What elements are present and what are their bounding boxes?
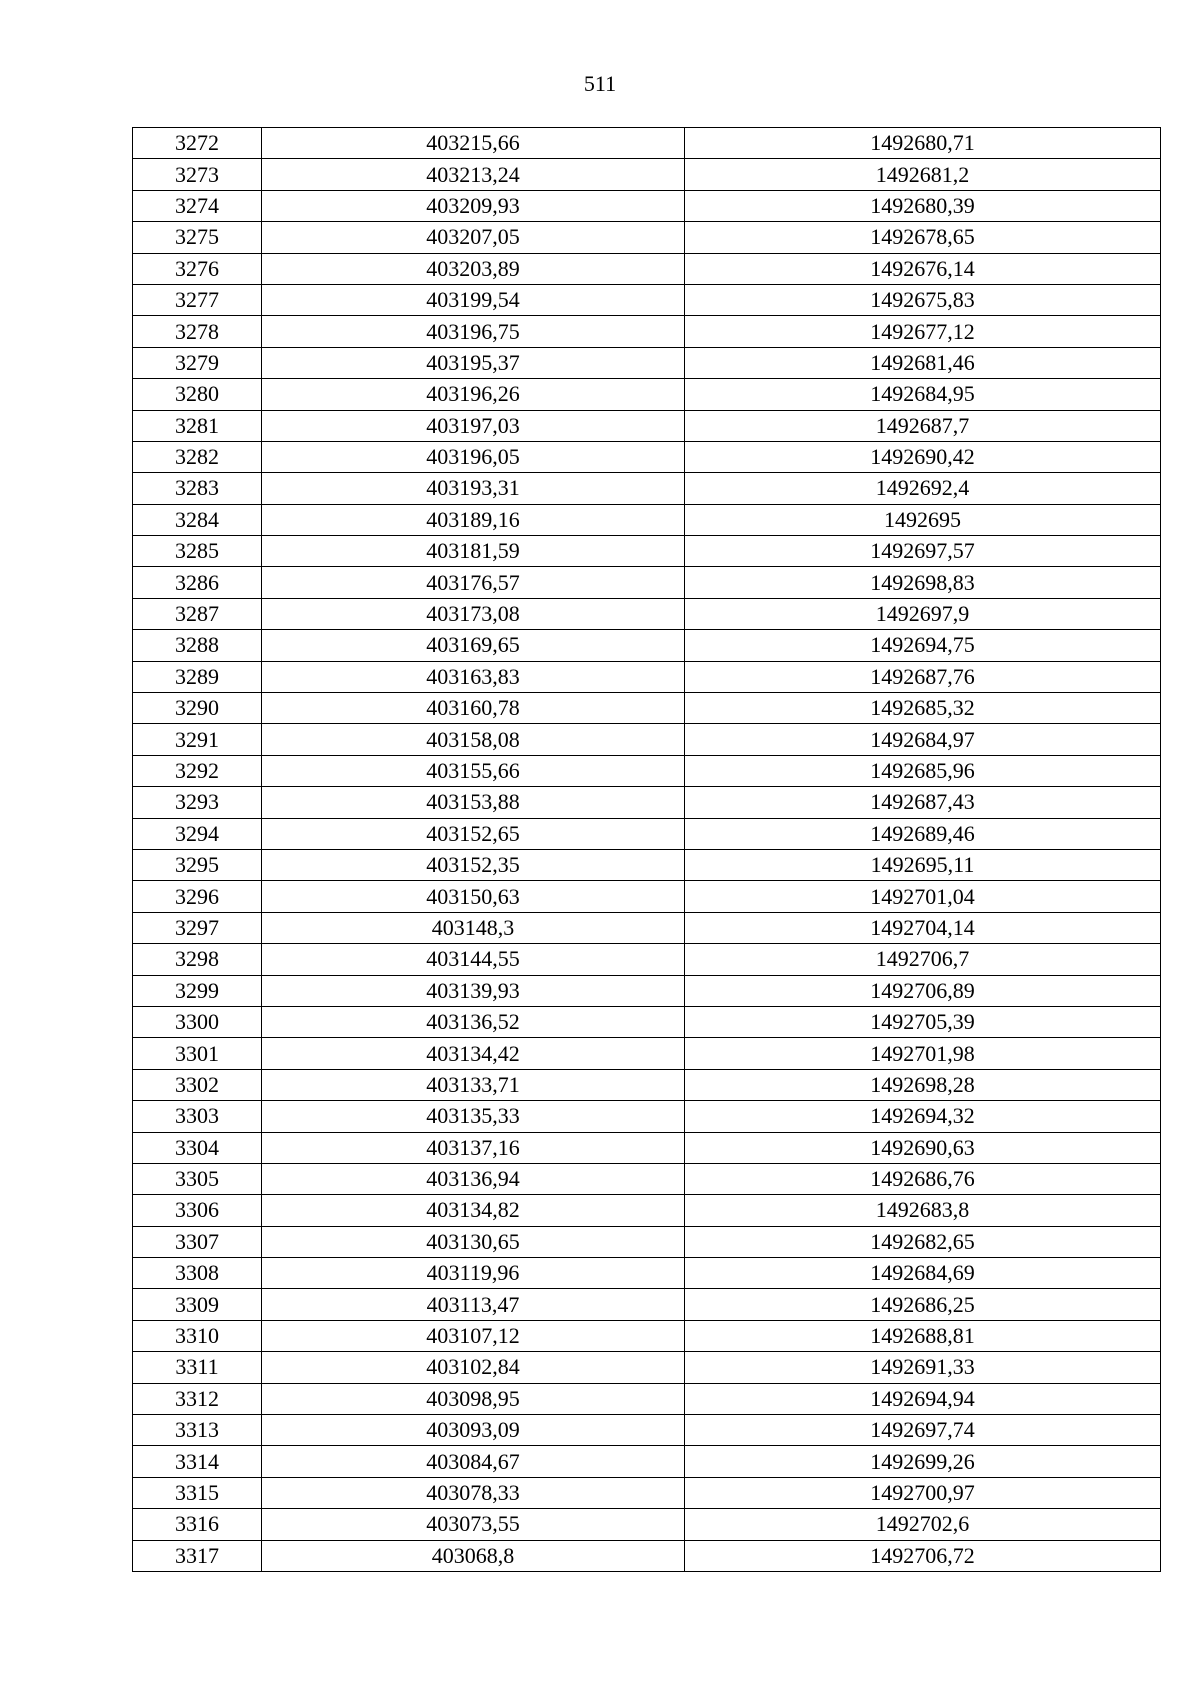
table-row	[133, 724, 1161, 755]
y-coordinate-cell: 1492689,46	[685, 818, 1161, 849]
x-coordinate-cell: 403113,47	[262, 1289, 685, 1320]
x-coordinate-cell: 403134,42	[262, 1038, 685, 1069]
y-coordinate-cell: 1492706,89	[685, 975, 1161, 1006]
x-coordinate-cell: 403155,66	[262, 755, 685, 786]
y-coordinate-cell: 1492697,9	[685, 598, 1161, 629]
table-row	[133, 473, 1161, 504]
y-coordinate-cell: 1492695	[685, 504, 1161, 535]
table-row	[133, 1163, 1161, 1194]
point-number-cell: 3284	[133, 504, 262, 535]
point-number-cell: 3298	[133, 944, 262, 975]
y-coordinate-cell: 1492698,83	[685, 567, 1161, 598]
x-coordinate-cell: 403068,8	[262, 1540, 685, 1571]
point-number-cell: 3316	[133, 1509, 262, 1540]
point-number-cell: 3314	[133, 1446, 262, 1477]
y-coordinate-cell: 1492690,42	[685, 441, 1161, 472]
table-row	[133, 598, 1161, 629]
point-number-cell: 3302	[133, 1069, 262, 1100]
x-coordinate-cell: 403148,3	[262, 912, 685, 943]
x-coordinate-cell: 403197,03	[262, 410, 685, 441]
x-coordinate-cell: 403135,33	[262, 1101, 685, 1132]
x-coordinate-cell: 403181,59	[262, 536, 685, 567]
y-coordinate-cell: 1492704,14	[685, 912, 1161, 943]
table-row	[133, 536, 1161, 567]
table-row	[133, 975, 1161, 1006]
x-coordinate-cell: 403152,65	[262, 818, 685, 849]
x-coordinate-cell: 403084,67	[262, 1446, 685, 1477]
y-coordinate-cell: 1492683,8	[685, 1195, 1161, 1226]
y-coordinate-cell: 1492702,6	[685, 1509, 1161, 1540]
table-row	[133, 1069, 1161, 1100]
table-row	[133, 1258, 1161, 1289]
point-number-cell: 3304	[133, 1132, 262, 1163]
point-number-cell: 3279	[133, 347, 262, 378]
y-coordinate-cell: 1492698,28	[685, 1069, 1161, 1100]
point-number-cell: 3295	[133, 849, 262, 880]
table-row	[133, 410, 1161, 441]
point-number-cell: 3285	[133, 536, 262, 567]
y-coordinate-cell: 1492701,98	[685, 1038, 1161, 1069]
y-coordinate-cell: 1492681,2	[685, 159, 1161, 190]
x-coordinate-cell: 403150,63	[262, 881, 685, 912]
y-coordinate-cell: 1492686,25	[685, 1289, 1161, 1320]
table-row	[133, 755, 1161, 786]
table-row	[133, 379, 1161, 410]
y-coordinate-cell: 1492682,65	[685, 1226, 1161, 1257]
page-number: 511	[583, 71, 617, 96]
x-coordinate-cell: 403173,08	[262, 598, 685, 629]
x-coordinate-cell: 403207,05	[262, 222, 685, 253]
x-coordinate-cell: 403130,65	[262, 1226, 685, 1257]
x-coordinate-cell: 403133,71	[262, 1069, 685, 1100]
x-coordinate-cell: 403078,33	[262, 1477, 685, 1508]
y-coordinate-cell: 1492680,71	[685, 128, 1161, 159]
table-row	[133, 1415, 1161, 1446]
y-coordinate-cell: 1492675,83	[685, 284, 1161, 315]
table-row	[133, 1132, 1161, 1163]
point-number-cell: 3293	[133, 787, 262, 818]
y-coordinate-cell: 1492684,95	[685, 379, 1161, 410]
point-number-cell: 3311	[133, 1352, 262, 1383]
table-row	[133, 316, 1161, 347]
x-coordinate-cell: 403215,66	[262, 128, 685, 159]
y-coordinate-cell: 1492680,39	[685, 190, 1161, 221]
y-coordinate-cell: 1492685,96	[685, 755, 1161, 786]
point-number-cell: 3272	[133, 128, 262, 159]
point-number-cell: 3312	[133, 1383, 262, 1414]
point-number-cell: 3313	[133, 1415, 262, 1446]
y-coordinate-cell: 1492701,04	[685, 881, 1161, 912]
point-number-cell: 3310	[133, 1320, 262, 1351]
table-row	[133, 1038, 1161, 1069]
table-row	[133, 1446, 1161, 1477]
table-row	[133, 787, 1161, 818]
x-coordinate-cell: 403163,83	[262, 661, 685, 692]
y-coordinate-cell: 1492690,63	[685, 1132, 1161, 1163]
y-coordinate-cell: 1492688,81	[685, 1320, 1161, 1351]
point-number-cell: 3308	[133, 1258, 262, 1289]
table-row	[133, 1352, 1161, 1383]
y-coordinate-cell: 1492687,76	[685, 661, 1161, 692]
x-coordinate-cell: 403098,95	[262, 1383, 685, 1414]
point-number-cell: 3278	[133, 316, 262, 347]
table-row	[133, 630, 1161, 661]
table-row	[133, 504, 1161, 535]
point-number-cell: 3303	[133, 1101, 262, 1132]
point-number-cell: 3294	[133, 818, 262, 849]
y-coordinate-cell: 1492697,74	[685, 1415, 1161, 1446]
table-row	[133, 190, 1161, 221]
coordinates-table-body	[133, 128, 1161, 1572]
x-coordinate-cell: 403196,75	[262, 316, 685, 347]
x-coordinate-cell: 403158,08	[262, 724, 685, 755]
x-coordinate-cell: 403203,89	[262, 253, 685, 284]
y-coordinate-cell: 1492678,65	[685, 222, 1161, 253]
y-coordinate-cell: 1492676,14	[685, 253, 1161, 284]
table-row	[133, 818, 1161, 849]
y-coordinate-cell: 1492695,11	[685, 849, 1161, 880]
table-row	[133, 1006, 1161, 1037]
point-number-cell: 3317	[133, 1540, 262, 1571]
y-coordinate-cell: 1492677,12	[685, 316, 1161, 347]
x-coordinate-cell: 403153,88	[262, 787, 685, 818]
y-coordinate-cell: 1492705,39	[685, 1006, 1161, 1037]
point-number-cell: 3292	[133, 755, 262, 786]
table-row	[133, 1320, 1161, 1351]
point-number-cell: 3301	[133, 1038, 262, 1069]
table-row	[133, 944, 1161, 975]
y-coordinate-cell: 1492681,46	[685, 347, 1161, 378]
x-coordinate-cell: 403134,82	[262, 1195, 685, 1226]
point-number-cell: 3307	[133, 1226, 262, 1257]
x-coordinate-cell: 403193,31	[262, 473, 685, 504]
table-row	[133, 1540, 1161, 1571]
x-coordinate-cell: 403136,52	[262, 1006, 685, 1037]
y-coordinate-cell: 1492687,7	[685, 410, 1161, 441]
x-coordinate-cell: 403189,16	[262, 504, 685, 535]
table-row	[133, 1477, 1161, 1508]
x-coordinate-cell: 403152,35	[262, 849, 685, 880]
y-coordinate-cell: 1492697,57	[685, 536, 1161, 567]
table-row	[133, 1383, 1161, 1414]
y-coordinate-cell: 1492685,32	[685, 693, 1161, 724]
x-coordinate-cell: 403209,93	[262, 190, 685, 221]
y-coordinate-cell: 1492706,72	[685, 1540, 1161, 1571]
x-coordinate-cell: 403093,09	[262, 1415, 685, 1446]
point-number-cell: 3299	[133, 975, 262, 1006]
table-row	[133, 1509, 1161, 1540]
x-coordinate-cell: 403107,12	[262, 1320, 685, 1351]
point-number-cell: 3283	[133, 473, 262, 504]
point-number-cell: 3282	[133, 441, 262, 472]
x-coordinate-cell: 403102,84	[262, 1352, 685, 1383]
x-coordinate-cell: 403160,78	[262, 693, 685, 724]
point-number-cell: 3306	[133, 1195, 262, 1226]
x-coordinate-cell: 403196,26	[262, 379, 685, 410]
point-number-cell: 3276	[133, 253, 262, 284]
x-coordinate-cell: 403139,93	[262, 975, 685, 1006]
y-coordinate-cell: 1492694,75	[685, 630, 1161, 661]
x-coordinate-cell: 403136,94	[262, 1163, 685, 1194]
table-row	[133, 128, 1161, 159]
y-coordinate-cell: 1492692,4	[685, 473, 1161, 504]
table-row	[133, 661, 1161, 692]
table-row	[133, 1226, 1161, 1257]
y-coordinate-cell: 1492684,97	[685, 724, 1161, 755]
point-number-cell: 3288	[133, 630, 262, 661]
point-number-cell: 3315	[133, 1477, 262, 1508]
table-row	[133, 159, 1161, 190]
table-row	[133, 222, 1161, 253]
point-number-cell: 3300	[133, 1006, 262, 1037]
table-row	[133, 441, 1161, 472]
point-number-cell: 3309	[133, 1289, 262, 1320]
point-number-cell: 3280	[133, 379, 262, 410]
point-number-cell: 3291	[133, 724, 262, 755]
point-number-cell: 3290	[133, 693, 262, 724]
x-coordinate-cell: 403119,96	[262, 1258, 685, 1289]
point-number-cell: 3277	[133, 284, 262, 315]
y-coordinate-cell: 1492686,76	[685, 1163, 1161, 1194]
point-number-cell: 3274	[133, 190, 262, 221]
x-coordinate-cell: 403199,54	[262, 284, 685, 315]
x-coordinate-cell: 403196,05	[262, 441, 685, 472]
x-coordinate-cell: 403137,16	[262, 1132, 685, 1163]
table-row	[133, 1195, 1161, 1226]
table-row	[133, 1101, 1161, 1132]
table-row	[133, 693, 1161, 724]
table-row	[133, 881, 1161, 912]
y-coordinate-cell: 1492699,26	[685, 1446, 1161, 1477]
point-number-cell: 3275	[133, 222, 262, 253]
point-number-cell: 3305	[133, 1163, 262, 1194]
y-coordinate-cell: 1492706,7	[685, 944, 1161, 975]
y-coordinate-cell: 1492687,43	[685, 787, 1161, 818]
table-row	[133, 347, 1161, 378]
y-coordinate-cell: 1492684,69	[685, 1258, 1161, 1289]
table-row	[133, 1289, 1161, 1320]
x-coordinate-cell: 403169,65	[262, 630, 685, 661]
point-number-cell: 3287	[133, 598, 262, 629]
y-coordinate-cell: 1492691,33	[685, 1352, 1161, 1383]
y-coordinate-cell: 1492700,97	[685, 1477, 1161, 1508]
table-row	[133, 284, 1161, 315]
x-coordinate-cell: 403073,55	[262, 1509, 685, 1540]
coordinates-table	[132, 127, 1161, 1572]
table-row	[133, 849, 1161, 880]
point-number-cell: 3273	[133, 159, 262, 190]
point-number-cell: 3296	[133, 881, 262, 912]
point-number-cell: 3297	[133, 912, 262, 943]
point-number-cell: 3289	[133, 661, 262, 692]
table-row	[133, 567, 1161, 598]
point-number-cell: 3281	[133, 410, 262, 441]
table-row	[133, 253, 1161, 284]
x-coordinate-cell: 403144,55	[262, 944, 685, 975]
point-number-cell: 3286	[133, 567, 262, 598]
x-coordinate-cell: 403176,57	[262, 567, 685, 598]
x-coordinate-cell: 403213,24	[262, 159, 685, 190]
y-coordinate-cell: 1492694,32	[685, 1101, 1161, 1132]
x-coordinate-cell: 403195,37	[262, 347, 685, 378]
y-coordinate-cell: 1492694,94	[685, 1383, 1161, 1414]
table-row	[133, 912, 1161, 943]
